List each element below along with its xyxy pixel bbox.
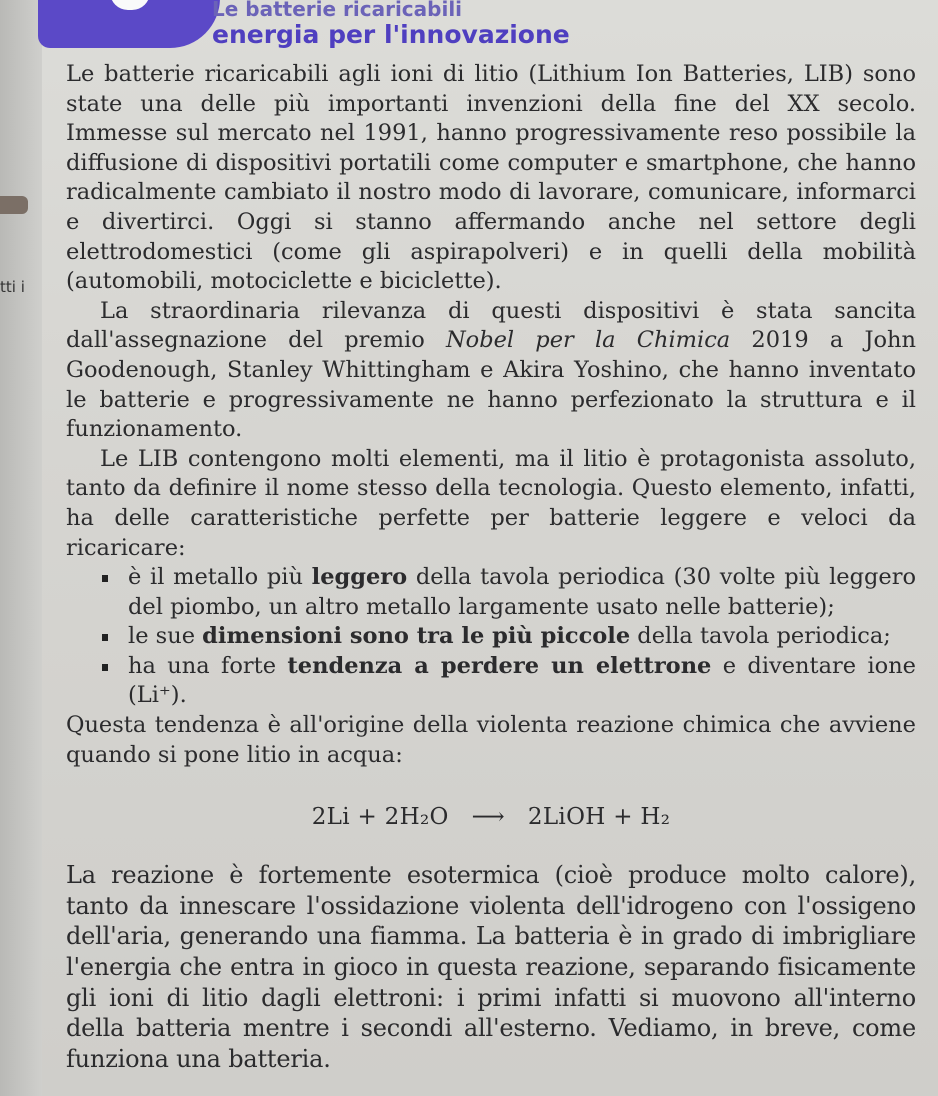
list-item-post: della tavola periodica (30 volte più leggero del piombo, un altro metallo largamente usato nelle batterie); (128, 564, 916, 620)
article-body (66, 60, 916, 1074)
list-item (106, 622, 916, 652)
left-edge-accent (0, 196, 28, 214)
list-item (106, 652, 916, 711)
paragraph-intro: Le batterie ricaricabili agli ioni di litio (Lithium Ion Batteries, LIB) sono state una delle più importanti invenzioni della fine del XX secolo. Immesse sul mercato nel 1991, hanno progressivamente reso possibile la diffusione di dispositivi portatili come computer e smartphone, che hanno radicalmente cambiato il nostro modo di lavorare, comunicare, informarci e divertirci. Oggi si stanno affermando anche nel settore degli elettrodomestici (come gli aspirapolveri) e in quelli della mobilità (automobili, motociclette e biciclette). (66, 61, 916, 295)
page-left-edge (0, 0, 42, 1096)
equation-reactants: 2Li + 2H₂O (311, 804, 449, 831)
paragraph-nobel (66, 297, 916, 445)
paragraph-lithium: Le LIB contengono molti elementi, ma il litio è protagonista assoluto, tanto da definire il nome stesso della tecnologia. Questo elemento, infatti, ha delle caratteristiche perfette per batterie leggere e veloci da ricaricare: (66, 445, 916, 561)
properties-list (66, 563, 916, 711)
lower-section (66, 860, 916, 1074)
list-item-post: e diventare ione (Li⁺). (128, 652, 917, 709)
section-header-line1: Le batterie ricaricabili (212, 0, 463, 21)
reaction-arrow-icon: ⟶ (471, 804, 505, 831)
section-header (212, 0, 570, 52)
section-badge (38, 0, 220, 48)
equation-products: 2LiOH + H₂ (527, 804, 671, 831)
paragraph-reaction-intro: Questa tendenza è all'origine della violenta reazione chimica che avviene quando si pone litio in acqua: (66, 712, 916, 768)
list-item-bold: leggero (311, 564, 408, 591)
paragraph-nobel-a: La straordinaria rilevanza di questi dispositivi è stata sancita dall'assegnazione del premio (66, 297, 916, 354)
paragraph-exothermic: La reazione è fortemente esotermica (cioè produce molto calore), tanto da innescare l'ossidazione violenta dell'idrogeno con l'ossigeno dell'aria, generando una fiamma. La batteria è in grado di imbrigliare l'energia che entra in gioco in questa reazione, separando fisicamente gli ioni di litio dagli elettroni: i primi infatti si muovono all'interno della batteria mentre i secondi all'esterno. Vediamo, in breve, come funziona una batteria. (66, 861, 916, 1073)
list-item-bold: tendenza a perdere un elettrone (287, 652, 712, 679)
list-item-bold: dimensioni sono tra le più piccole (202, 623, 631, 650)
list-item-pre: è il metallo più (128, 564, 312, 591)
paragraph-nobel-b: 2019 a John Goodenough, Stanley Whittingham e Akira Yoshino, che hanno inventato le batterie e progressivamente ne hanno perfezionato la struttura e il funzionamento. (66, 327, 917, 443)
list-item-pre: le sue (128, 623, 203, 650)
list-item (106, 563, 916, 622)
chemical-equation (66, 804, 916, 830)
nobel-emphasis: Nobel per la Chimica (445, 327, 731, 354)
section-title: energia per l'innovazione (212, 20, 570, 49)
list-item-pre: ha una forte (128, 652, 288, 679)
margin-fragment: tti i (0, 278, 25, 296)
list-item-post: della tavola periodica; (630, 623, 891, 650)
